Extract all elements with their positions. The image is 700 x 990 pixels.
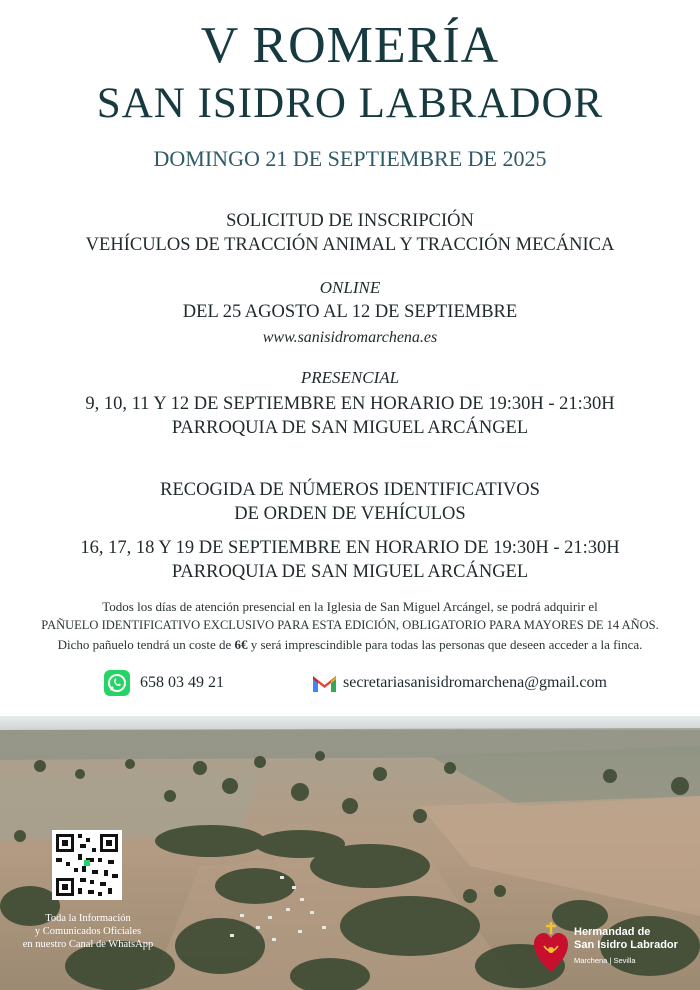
pickup-dates: 16, 17, 18 Y 19 DE SEPTIEMBRE EN HORARIO DE 19:30H - 21:30H — [80, 538, 620, 558]
website-link[interactable]: www.sanisidromarchena.es — [262, 329, 438, 346]
notice-line-2: PAÑUELO IDENTIFICATIVO EXCLUSIVO PARA ESTA EDICIÓN, OBLIGATORIO PARA MAYORES DE 14 AÑOS. — [41, 618, 659, 632]
brotherhood-logo: Hermandad de San Isidro Labrador Marchena | Sevilla — [528, 918, 698, 978]
event-title: V ROMERÍA — [200, 17, 500, 74]
presencial-place: PARROQUIA DE SAN MIGUEL ARCÁNGEL — [171, 418, 529, 438]
gmail-icon — [312, 673, 337, 693]
presencial-dates: 9, 10, 11 Y 12 DE SEPTIEMBRE EN HORARIO DE 19:30H - 21:30H — [85, 394, 615, 414]
price: 6€ — [234, 637, 248, 652]
online-dates: DEL 25 AGOSTO AL 12 DE SEPTIEMBRE — [182, 302, 518, 322]
notice-line-3: Dicho pañuelo tendrá un coste de 6€ y será imprescindible para todas las personas que deseen acceder a la finca. — [57, 637, 643, 652]
inscription-heading-1: SOLICITUD DE INSCRIPCIÓN — [226, 211, 474, 231]
email-contact[interactable] — [312, 668, 607, 698]
event-date: DOMINGO 21 DE SEPTIEMBRE DE 2025 — [153, 146, 547, 171]
pickup-heading-1: RECOGIDA DE NÚMEROS IDENTIFICATIVOS — [160, 480, 540, 500]
pickup-heading-2: DE ORDEN DE VEHÍCULOS — [234, 504, 466, 524]
phone-number: 658 03 49 21 — [140, 674, 224, 691]
phone-contact[interactable] — [104, 668, 224, 698]
email-address: secretariasanisidromarchena@gmail.com — [343, 674, 607, 691]
qr-caption: Toda la Información y Comunicados Oficiales en nuestro Canal de WhatsApp — [22, 913, 154, 950]
online-label: ONLINE — [319, 278, 381, 297]
presencial-label: PRESENCIAL — [300, 368, 400, 387]
inscription-heading-2: VEHÍCULOS DE TRACCIÓN ANIMAL Y TRACCIÓN MECÁNICA — [85, 235, 615, 255]
whatsapp-icon — [104, 670, 130, 696]
pickup-place: PARROQUIA DE SAN MIGUEL ARCÁNGEL — [171, 562, 529, 582]
whatsapp-channel-qr[interactable] — [52, 830, 122, 900]
notice-line-1: Todos los días de atención presencial en la Iglesia de San Miguel Arcángel, se podrá adquirir el — [102, 599, 598, 614]
event-subtitle: SAN ISIDRO LABRADOR — [96, 80, 604, 127]
sacred-heart-icon — [532, 920, 570, 981]
